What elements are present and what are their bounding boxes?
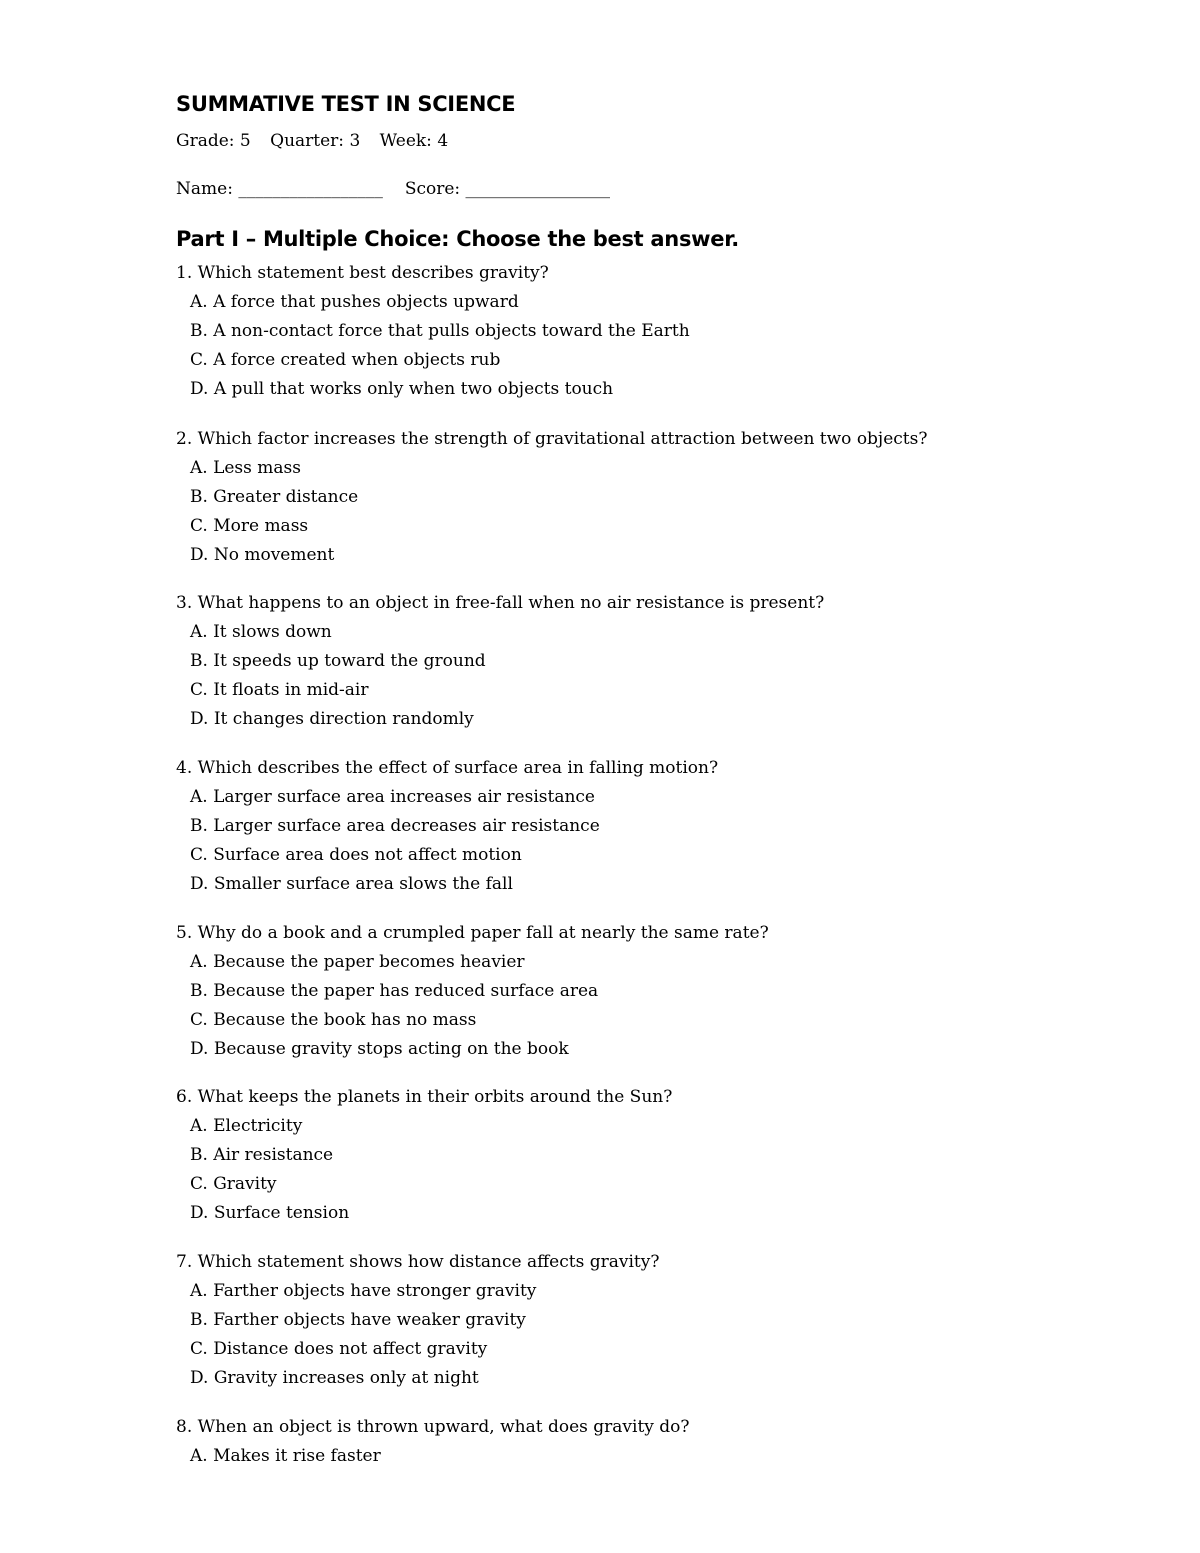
answer-option: A. A force that pushes objects upward (190, 292, 519, 312)
part-heading: Part I – Multiple Choice: Choose the best answer. (176, 227, 739, 251)
question-8 (176, 1413, 690, 1471)
question-stem: 5. Why do a book and a crumpled paper fall at nearly the same rate? (176, 923, 769, 943)
question-stem: 1. Which statement best describes gravity? (176, 263, 549, 283)
score-field: Score: _________________ (404, 179, 611, 199)
answer-option: A. It slows down (190, 622, 332, 642)
question-5 (176, 919, 769, 1064)
answer-option: B. It speeds up toward the ground (190, 651, 486, 671)
answer-option: A. Farther objects have stronger gravity (190, 1281, 537, 1301)
answer-option: B. Because the paper has reduced surface area (190, 981, 599, 1001)
answer-option: B. Air resistance (190, 1145, 334, 1165)
answer-option: C. It floats in mid-air (190, 680, 369, 700)
answer-option: A. Less mass (190, 458, 301, 478)
answer-option: C. More mass (190, 516, 309, 536)
question-stem: 2. Which factor increases the strength of gravitational attraction between two objects? (176, 429, 928, 449)
question-2 (176, 425, 927, 570)
answer-option: A. Electricity (190, 1116, 303, 1136)
name-field: Name: _________________ (176, 179, 383, 199)
answer-option: C. Distance does not affect gravity (190, 1339, 488, 1359)
answer-option: A. Because the paper becomes heavier (190, 952, 525, 972)
question-stem: 7. Which statement shows how distance affects gravity? (176, 1252, 660, 1272)
question-1 (176, 259, 690, 404)
answer-option: D. Because gravity stops acting on the book (190, 1039, 569, 1059)
answer-option: D. No movement (190, 545, 335, 565)
question-7 (176, 1248, 659, 1393)
question-stem: 3. What happens to an object in free-fall when no air resistance is present? (176, 593, 825, 613)
answer-option: A. Larger surface area increases air resistance (190, 787, 595, 807)
answer-option: D. Smaller surface area slows the fall (190, 874, 513, 894)
question-stem: 8. When an object is thrown upward, what does gravity do? (176, 1417, 690, 1437)
answer-option: D. It changes direction randomly (190, 709, 474, 729)
answer-option: D. Surface tension (190, 1203, 350, 1223)
answer-option: A. Makes it rise faster (190, 1446, 381, 1466)
answer-option: C. A force created when objects rub (190, 350, 501, 370)
question-4 (176, 754, 718, 899)
student-fields (176, 179, 610, 199)
answer-option: B. Larger surface area decreases air resistance (190, 816, 600, 836)
question-stem: 6. What keeps the planets in their orbits around the Sun? (176, 1087, 673, 1107)
answer-option: D. Gravity increases only at night (190, 1368, 479, 1388)
answer-option: B. Greater distance (190, 487, 359, 507)
answer-option: C. Because the book has no mass (190, 1010, 477, 1030)
document-title: SUMMATIVE TEST IN SCIENCE (176, 92, 516, 116)
answer-option: C. Gravity (190, 1174, 277, 1194)
answer-option: B. A non-contact force that pulls objects toward the Earth (190, 321, 690, 341)
answer-option: D. A pull that works only when two objects touch (190, 379, 614, 399)
quarter-label: Quarter: 3 (270, 131, 361, 151)
question-3 (176, 589, 824, 734)
question-6 (176, 1083, 672, 1228)
question-stem: 4. Which describes the effect of surface area in falling motion? (176, 758, 719, 778)
week-label: Week: 4 (379, 131, 449, 151)
grade-label: Grade: 5 (176, 131, 251, 151)
test-meta (176, 131, 462, 151)
answer-option: C. Surface area does not affect motion (190, 845, 522, 865)
answer-option: B. Farther objects have weaker gravity (190, 1310, 526, 1330)
